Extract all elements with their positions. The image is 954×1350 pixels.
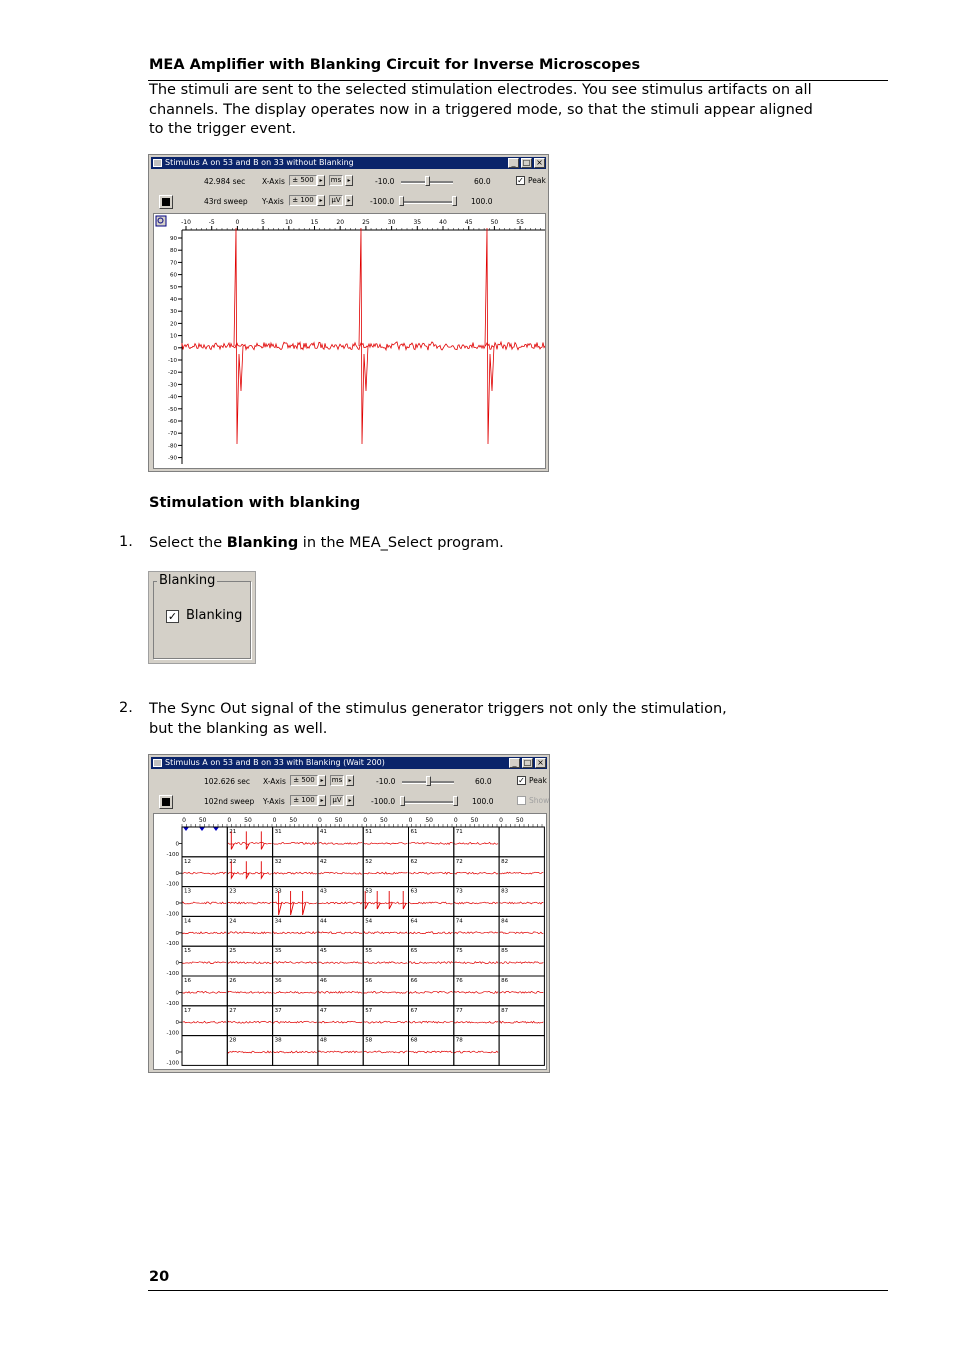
step1-text-after: in the MEA_Select program. bbox=[298, 535, 504, 551]
step1-text bbox=[149, 534, 504, 554]
ymax-value: 100.0 bbox=[472, 797, 494, 806]
yunit-field[interactable]: µV bbox=[329, 195, 343, 206]
channel-label: 58 bbox=[365, 1037, 373, 1044]
x-tick-label: 30 bbox=[387, 219, 396, 226]
channel-trace bbox=[319, 1051, 362, 1053]
channel-trace bbox=[319, 842, 362, 844]
xaxis-range-field[interactable]: ± 500 bbox=[289, 175, 317, 186]
stimulus-artifact bbox=[246, 831, 249, 849]
xmin-value: -10.0 bbox=[376, 777, 396, 786]
yaxis-label: Y-Axis bbox=[262, 197, 284, 206]
channel-label: 75 bbox=[455, 948, 463, 955]
footer-rule bbox=[148, 1290, 888, 1291]
channel-label: 24 bbox=[229, 918, 237, 925]
channel-trace bbox=[183, 962, 226, 964]
ymin-value: -100.0 bbox=[371, 797, 396, 806]
channel-label: 52 bbox=[365, 858, 373, 865]
channel-trace bbox=[364, 932, 407, 934]
channel-label: 65 bbox=[410, 948, 418, 955]
channel-trace bbox=[455, 872, 498, 874]
top-tick-label: 0 bbox=[499, 817, 504, 824]
xaxis-label: X-Axis bbox=[262, 177, 285, 186]
x-tick-label: -5 bbox=[208, 219, 215, 226]
xunit-field[interactable]: ms bbox=[331, 776, 343, 784]
x-tick-label: 15 bbox=[310, 219, 319, 226]
intro-line-2: channels. The display operates now in a triggered mode, so that the stimuli appear aligned bbox=[149, 101, 813, 118]
ymin-value: -100.0 bbox=[370, 197, 395, 206]
row-y-label-min: -100 bbox=[166, 851, 179, 858]
channel-label: 86 bbox=[501, 978, 509, 984]
channel-trace bbox=[274, 842, 317, 844]
channel-label: 56 bbox=[365, 978, 373, 984]
channel-label: 67 bbox=[410, 1007, 418, 1014]
yaxis-label: Y-Axis bbox=[263, 797, 285, 806]
y-tick-label: 10 bbox=[170, 333, 177, 340]
row-y-label-min: -100 bbox=[166, 1030, 179, 1037]
x-tick-label: 40 bbox=[439, 219, 447, 226]
y-tick-label: -20 bbox=[168, 370, 177, 377]
top-tick-label: 0 bbox=[182, 817, 186, 824]
window1-title: Stimulus A on 53 and B on 33 without Blanking bbox=[165, 158, 354, 167]
row-y-label-zero: 0 bbox=[175, 1049, 179, 1056]
channel-trace bbox=[500, 932, 543, 934]
xmax-value: 60.0 bbox=[475, 777, 492, 786]
channel-trace bbox=[364, 1051, 407, 1053]
yaxis-range-field[interactable]: ± 100 bbox=[289, 195, 317, 206]
channel-trace bbox=[183, 991, 226, 993]
x-tick-label: 50 bbox=[490, 219, 499, 226]
channel-label: 33 bbox=[274, 888, 282, 895]
x-tick-label: 20 bbox=[336, 219, 345, 226]
channel-cell bbox=[499, 827, 544, 857]
stimulus-artifact bbox=[261, 831, 264, 849]
row-y-label-zero: 0 bbox=[175, 841, 179, 848]
top-tick-label: 50 bbox=[198, 817, 207, 824]
channel-label: 22 bbox=[229, 858, 237, 865]
channel-trace bbox=[228, 932, 271, 934]
minimize-button[interactable]: _ bbox=[509, 758, 520, 768]
y-tick-label: 30 bbox=[170, 309, 177, 316]
channel-trace bbox=[228, 872, 271, 874]
channel-trace bbox=[319, 962, 362, 964]
channel-label: 77 bbox=[455, 1007, 463, 1014]
channel-label: 27 bbox=[229, 1007, 237, 1014]
channel-trace bbox=[228, 842, 271, 844]
channel-label: 48 bbox=[319, 1037, 327, 1044]
channel-trace bbox=[364, 843, 407, 845]
show-checkbox[interactable] bbox=[517, 796, 526, 805]
zoom-icon bbox=[156, 216, 166, 226]
yaxis-range-field[interactable]: ± 100 bbox=[290, 795, 318, 806]
x-tick-label: 55 bbox=[516, 219, 524, 226]
channel-label: 43 bbox=[319, 888, 327, 895]
channel-trace bbox=[364, 1021, 407, 1023]
window1-titlebar[interactable] bbox=[151, 157, 546, 169]
x-tick-label: 35 bbox=[413, 219, 422, 226]
channel-trace bbox=[319, 991, 362, 993]
x-tick-label: 45 bbox=[464, 219, 473, 226]
yunit-spin-icon[interactable]: ▸ bbox=[345, 195, 353, 206]
step2-line-2: but the blanking as well. bbox=[149, 720, 328, 737]
channel-label: 31 bbox=[274, 829, 282, 835]
channel-trace bbox=[500, 962, 543, 964]
x-tick-label: -10 bbox=[181, 219, 191, 226]
row-y-label-zero: 0 bbox=[175, 1020, 179, 1027]
step1-number: 1. bbox=[119, 534, 133, 550]
channel-label: 26 bbox=[229, 978, 237, 984]
channel-label: 83 bbox=[501, 888, 509, 895]
window-with-blanking[interactable] bbox=[148, 754, 550, 1073]
channel-trace bbox=[319, 1021, 362, 1023]
y-slider-thumb-right[interactable] bbox=[453, 796, 458, 806]
save-icon[interactable] bbox=[159, 795, 173, 809]
channel-trace bbox=[455, 1051, 498, 1053]
channel-label: 62 bbox=[410, 858, 418, 865]
channel-label: 41 bbox=[319, 829, 327, 835]
y-slider-thumb[interactable] bbox=[400, 796, 405, 806]
intro-line-3: to the trigger event. bbox=[149, 121, 297, 137]
sweep-readout: 102nd sweep bbox=[204, 797, 255, 806]
channel-cell bbox=[182, 827, 227, 857]
channel-trace bbox=[500, 991, 543, 993]
step2-text bbox=[149, 700, 727, 739]
maximize-button[interactable]: □ bbox=[522, 158, 531, 167]
y-tick-label: -60 bbox=[168, 419, 177, 425]
channel-label: 53 bbox=[365, 888, 373, 895]
channel-label: 84 bbox=[501, 918, 509, 925]
stimulus-artifact bbox=[234, 228, 243, 444]
channel-label: 37 bbox=[274, 1007, 282, 1014]
trigger-marker-icon bbox=[183, 827, 189, 831]
channel-trace bbox=[364, 872, 407, 874]
channel-trace bbox=[455, 991, 498, 993]
yaxis-spin-icon[interactable]: ▸ bbox=[317, 195, 325, 206]
row-y-label-zero: 0 bbox=[175, 871, 179, 878]
xaxis-spin-icon[interactable]: ▸ bbox=[317, 175, 325, 186]
channel-label: 21 bbox=[229, 829, 237, 835]
channel-trace bbox=[364, 962, 407, 964]
channel-label: 87 bbox=[501, 1007, 509, 1014]
blanking-checkbox-label[interactable]: Blanking bbox=[186, 608, 243, 623]
sweep-readout: 43rd sweep bbox=[204, 197, 248, 206]
channel-label: 66 bbox=[410, 978, 418, 984]
top-tick-label: 0 bbox=[227, 817, 232, 824]
stimulus-artifact bbox=[389, 891, 392, 909]
top-tick-label: 0 bbox=[363, 817, 368, 824]
top-tick-label: 50 bbox=[515, 817, 524, 824]
yaxis-spin-icon[interactable]: ▸ bbox=[318, 795, 326, 806]
channel-label: 63 bbox=[410, 888, 418, 895]
channel-trace bbox=[455, 962, 498, 964]
channel-label: 34 bbox=[274, 918, 282, 925]
channel-trace bbox=[410, 872, 453, 874]
close-button[interactable]: × bbox=[534, 158, 545, 168]
mea-grid-svg bbox=[154, 814, 547, 1070]
channel-trace bbox=[410, 843, 453, 845]
channel-label: 78 bbox=[455, 1037, 463, 1044]
time-readout: 102.626 sec bbox=[204, 777, 251, 786]
channel-label: 28 bbox=[229, 1037, 237, 1044]
window2-titlebar[interactable] bbox=[151, 757, 547, 769]
y-tick-label: 50 bbox=[170, 284, 177, 291]
top-tick-label: 0 bbox=[453, 817, 458, 824]
trigger-marker-icon bbox=[213, 827, 219, 831]
channel-label: 14 bbox=[184, 918, 191, 925]
top-tick-label: 0 bbox=[408, 817, 413, 824]
channel-trace bbox=[410, 902, 453, 904]
show-label: Show bbox=[529, 796, 550, 805]
channel-trace bbox=[183, 902, 226, 904]
channel-trace bbox=[228, 1051, 271, 1053]
channel-label: 45 bbox=[319, 948, 327, 955]
channel-trace bbox=[364, 992, 407, 994]
channel-label: 35 bbox=[274, 948, 282, 955]
top-tick-label: 50 bbox=[244, 817, 252, 824]
groupbox-title: Blanking bbox=[159, 573, 216, 588]
step2-number: 2. bbox=[119, 700, 133, 716]
channel-trace bbox=[274, 991, 317, 993]
row-y-label-min: -100 bbox=[166, 1060, 179, 1067]
row-y-label-min: -100 bbox=[166, 971, 179, 977]
xmin-value: -10.0 bbox=[375, 177, 395, 186]
channel-trace bbox=[183, 1021, 226, 1023]
page-number: 20 bbox=[149, 1269, 170, 1285]
x-slider-thumb[interactable] bbox=[425, 176, 430, 186]
top-tick-label: 50 bbox=[334, 817, 343, 824]
channel-trace bbox=[228, 902, 271, 904]
channel-label: 12 bbox=[184, 858, 191, 865]
y-tick-label: 40 bbox=[170, 297, 177, 303]
y-tick-label: 70 bbox=[170, 260, 177, 267]
y-tick-label: 20 bbox=[170, 321, 177, 328]
channel-trace bbox=[364, 902, 407, 904]
step2-line-1: The Sync Out signal of the stimulus generator triggers not only the stimulation, bbox=[149, 701, 727, 717]
channel-label: 17 bbox=[184, 1007, 191, 1014]
time-readout: 42.984 sec bbox=[204, 177, 246, 186]
peak-label: Peak bbox=[529, 776, 547, 785]
y-slider[interactable] bbox=[399, 201, 457, 204]
channel-trace bbox=[183, 872, 226, 874]
y-tick-label: -30 bbox=[168, 382, 177, 389]
channel-trace bbox=[274, 872, 317, 874]
channel-label: 51 bbox=[365, 829, 373, 835]
step1-text-before: Select the bbox=[149, 535, 227, 551]
channel-label: 82 bbox=[501, 858, 509, 865]
channel-label: 32 bbox=[274, 858, 282, 865]
window-without-blanking[interactable] bbox=[148, 154, 549, 472]
channel-trace bbox=[455, 932, 498, 934]
channel-trace bbox=[274, 1021, 317, 1023]
trace-plot-area bbox=[153, 213, 546, 469]
blanking-groupbox bbox=[148, 571, 256, 664]
channel-trace bbox=[319, 872, 362, 874]
mea-grid-area bbox=[153, 813, 547, 1070]
section-heading: Stimulation with blanking bbox=[149, 495, 361, 511]
step1-text-bold: Blanking bbox=[226, 535, 299, 551]
trace-plot-svg bbox=[154, 214, 546, 469]
stimulus-artifact bbox=[359, 228, 368, 444]
row-y-label-zero: 0 bbox=[175, 960, 179, 967]
xmax-value: 60.0 bbox=[474, 177, 491, 186]
channel-trace bbox=[228, 962, 271, 964]
channel-trace bbox=[319, 902, 362, 904]
xaxis-spin-icon[interactable]: ▸ bbox=[318, 775, 326, 786]
stimulus-artifact bbox=[485, 228, 494, 444]
row-y-label-min: -100 bbox=[166, 941, 179, 948]
channel-label: 42 bbox=[319, 858, 327, 865]
channel-cell bbox=[499, 1036, 544, 1066]
channel-trace bbox=[183, 932, 226, 934]
x-tick-label: 5 bbox=[261, 219, 266, 226]
stimulus-artifact bbox=[377, 891, 380, 909]
channel-trace bbox=[410, 1051, 453, 1053]
channel-trace bbox=[228, 991, 271, 993]
channel-label: 36 bbox=[274, 978, 282, 984]
top-tick-label: 0 bbox=[272, 817, 277, 824]
x-tick-label: 25 bbox=[362, 219, 370, 226]
stimulus-artifact bbox=[261, 861, 264, 878]
row-y-label-min: -100 bbox=[166, 881, 179, 888]
channel-label: 44 bbox=[319, 918, 327, 925]
row-y-label-min: -100 bbox=[166, 911, 179, 918]
channel-label: 46 bbox=[319, 978, 327, 984]
maximize-button[interactable]: □ bbox=[523, 758, 532, 767]
intro-line-1: The stimuli are sent to the selected stimulation electrodes. You see stimulus artifacts on all bbox=[149, 82, 812, 98]
y-tick-label: 60 bbox=[170, 272, 177, 279]
channel-trace bbox=[274, 1051, 317, 1053]
channel-label: 47 bbox=[319, 1007, 327, 1014]
y-tick-label: 90 bbox=[170, 236, 177, 242]
channel-label: 74 bbox=[455, 918, 463, 925]
top-tick-label: 0 bbox=[317, 817, 322, 824]
window-icon bbox=[153, 159, 162, 167]
top-tick-label: 50 bbox=[425, 817, 433, 824]
channel-trace bbox=[500, 902, 543, 904]
blanking-checkbox[interactable]: ✓ bbox=[167, 610, 178, 623]
channel-label: 64 bbox=[410, 918, 418, 925]
trigger-marker-icon bbox=[199, 827, 205, 831]
y-tick-label: -10 bbox=[168, 358, 177, 364]
channel-trace bbox=[274, 932, 317, 934]
channel-trace bbox=[228, 1021, 271, 1023]
y-tick-label: 80 bbox=[170, 248, 177, 255]
channel-trace bbox=[319, 932, 362, 934]
channel-label: 54 bbox=[365, 918, 373, 925]
channel-trace bbox=[274, 962, 317, 964]
y-slider-thumb[interactable] bbox=[399, 196, 404, 206]
top-tick-label: 50 bbox=[380, 817, 388, 824]
channel-label: 68 bbox=[410, 1037, 418, 1044]
x-slider-thumb[interactable] bbox=[426, 776, 431, 786]
x-tick-label: 0 bbox=[235, 219, 240, 226]
channel-label: 16 bbox=[184, 978, 191, 984]
xunit-spin-icon[interactable]: ▸ bbox=[345, 175, 353, 186]
y-tick-label: -90 bbox=[168, 455, 177, 462]
channel-label: 73 bbox=[455, 888, 463, 895]
save-icon[interactable] bbox=[159, 195, 173, 209]
channel-label: 15 bbox=[184, 948, 191, 955]
intro-paragraph bbox=[149, 81, 813, 140]
channel-trace bbox=[410, 1021, 453, 1023]
channel-trace bbox=[455, 842, 498, 844]
channel-label: 23 bbox=[229, 888, 237, 895]
channel-trace bbox=[500, 1021, 543, 1023]
close-button[interactable]: × bbox=[535, 758, 546, 768]
window-icon bbox=[153, 759, 162, 767]
peak-checkbox[interactable]: ✓ bbox=[517, 176, 524, 185]
y-tick-label: -70 bbox=[168, 431, 177, 438]
channel-label: 76 bbox=[455, 978, 463, 984]
top-tick-label: 50 bbox=[470, 817, 479, 824]
x-tick-label: 10 bbox=[284, 219, 293, 226]
y-tick-label: 0 bbox=[173, 345, 177, 352]
channel-label: 57 bbox=[365, 1007, 373, 1014]
xunit-field[interactable]: ms bbox=[330, 176, 342, 184]
y-slider[interactable] bbox=[400, 801, 458, 804]
y-tick-label: -40 bbox=[168, 394, 177, 401]
y-tick-label: -80 bbox=[168, 443, 177, 450]
minimize-button[interactable]: _ bbox=[508, 158, 519, 168]
row-y-label-zero: 0 bbox=[175, 930, 179, 937]
channel-label: 13 bbox=[184, 888, 191, 895]
channel-label: 72 bbox=[455, 858, 463, 865]
channel-cell bbox=[182, 1036, 227, 1066]
top-tick-label: 50 bbox=[289, 817, 298, 824]
peak-checkbox[interactable]: ✓ bbox=[518, 776, 525, 785]
channel-label: 71 bbox=[455, 829, 463, 835]
row-y-label-zero: 0 bbox=[175, 900, 179, 907]
y-tick-label: -50 bbox=[168, 406, 177, 413]
channel-label: 85 bbox=[501, 948, 509, 955]
xunit-spin-icon[interactable]: ▸ bbox=[346, 775, 354, 786]
y-slider-thumb-right[interactable] bbox=[452, 196, 457, 206]
ymax-value: 100.0 bbox=[471, 197, 493, 206]
stimulus-artifact bbox=[246, 861, 249, 878]
row-y-label-min: -100 bbox=[166, 1000, 179, 1007]
peak-label: Peak bbox=[528, 176, 546, 185]
channel-trace bbox=[455, 902, 498, 904]
xaxis-range-field[interactable]: ± 500 bbox=[290, 775, 318, 786]
channel-trace bbox=[410, 962, 453, 964]
channel-label: 25 bbox=[229, 948, 237, 955]
window2-title: Stimulus A on 53 and B on 33 with Blanking (Wait 200) bbox=[165, 758, 385, 767]
stimulus-artifact bbox=[403, 891, 406, 909]
channel-trace bbox=[455, 1021, 498, 1023]
channel-trace bbox=[500, 872, 543, 874]
channel-label: 38 bbox=[274, 1037, 282, 1044]
xaxis-label: X-Axis bbox=[263, 777, 286, 786]
yunit-spin-icon[interactable]: ▸ bbox=[346, 795, 354, 806]
row-y-label-zero: 0 bbox=[175, 990, 179, 997]
channel-trace bbox=[410, 932, 453, 934]
channel-label: 61 bbox=[410, 829, 418, 835]
channel-label: 55 bbox=[365, 948, 373, 955]
channel-trace bbox=[410, 991, 453, 993]
running-header: MEA Amplifier with Blanking Circuit for Inverse Microscopes bbox=[149, 57, 641, 73]
yunit-field[interactable]: µV bbox=[330, 795, 344, 806]
channel-trace bbox=[274, 902, 317, 904]
